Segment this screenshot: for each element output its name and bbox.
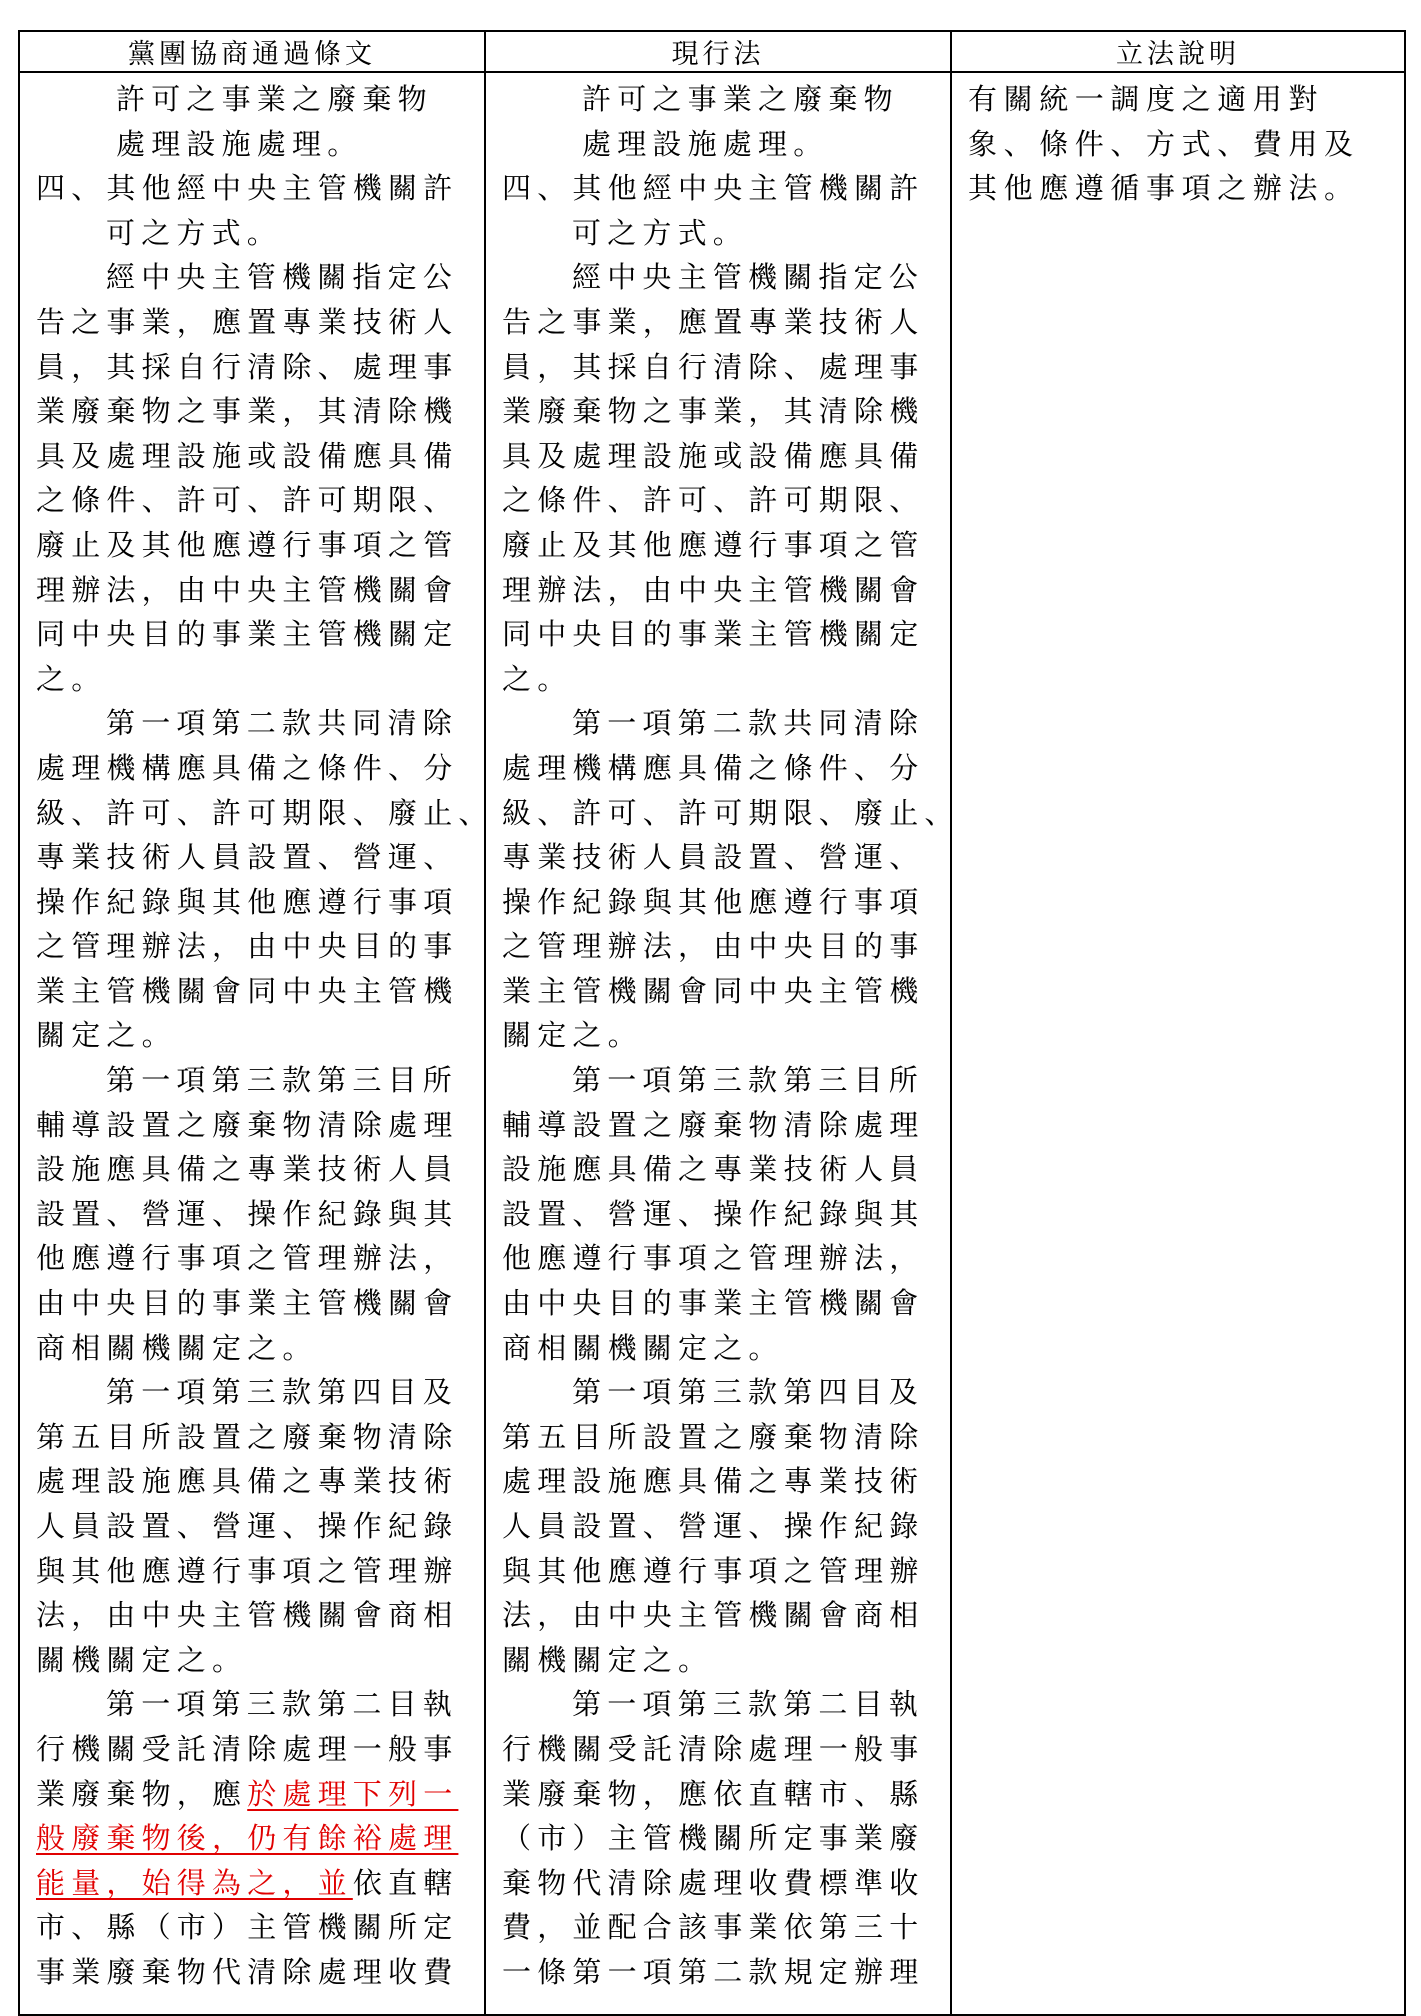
line-text: 員，其採自行清除、處理事 — [36, 349, 459, 384]
text-line — [502, 255, 938, 300]
line-text: 廢止及其他應遵行事項之管 — [502, 527, 925, 562]
table-row — [19, 72, 1405, 2015]
line-text: 人員設置、營運、操作紀錄 — [36, 1509, 459, 1543]
text-line — [36, 1504, 472, 1549]
line-text: 設施應具備之專業技術人員 — [36, 1152, 459, 1187]
line-text: 與其他應遵行事項之管理辦 — [502, 1553, 925, 1588]
line-text: 關定之。 — [502, 1018, 643, 1053]
line-text: 許可之事業之廢棄物 — [582, 82, 899, 116]
text-line — [36, 835, 472, 880]
line-text: 處理設施應具備之專業技術 — [502, 1464, 925, 1499]
text-line — [502, 122, 938, 167]
line-text: 之管理辦法，由中央目的事 — [502, 929, 925, 964]
line-text: 同中央目的事業主管機關定 — [36, 617, 459, 652]
line-text: 第一項第三款第四目及 — [106, 1375, 459, 1410]
line-text: 業廢棄物之事業，其清除機 — [36, 394, 459, 429]
text-line — [502, 1013, 938, 1058]
text-line — [502, 1370, 938, 1415]
line-text: 經中央主管機關指定公 — [572, 260, 925, 295]
text-line — [36, 1950, 472, 1995]
line-text: 與其他應遵行事項之管理辦 — [36, 1553, 459, 1588]
text-line — [36, 166, 472, 211]
text-line — [36, 969, 472, 1014]
text-line — [502, 1682, 938, 1727]
text-line — [36, 612, 472, 657]
line-text: 告之事業，應置專業技術人 — [36, 304, 459, 339]
text-line — [36, 1415, 472, 1460]
line-text: 第一項第二款共同清除 — [572, 706, 925, 741]
line-text: 商相關機關定之。 — [502, 1330, 784, 1365]
text-line — [36, 568, 472, 613]
line-text: 操作紀錄與其他應遵行事項 — [502, 884, 925, 919]
line-text-after: 依直轄 — [352, 1865, 459, 1900]
text-line — [36, 1281, 472, 1326]
text-line — [968, 166, 1392, 211]
line-text: 經中央主管機關指定公 — [106, 260, 459, 295]
line-text: 第一項第三款第三目所 — [106, 1063, 459, 1098]
text-line — [502, 434, 938, 479]
line-text: 人員設置、營運、操作紀錄 — [502, 1509, 925, 1543]
text-line — [36, 1459, 472, 1504]
line-text: 理辦法，由中央主管機關會 — [36, 572, 459, 607]
text-line — [36, 1905, 472, 1950]
line-text: 棄物代清除處理收費標準收 — [502, 1865, 925, 1900]
text-line — [36, 77, 472, 122]
line-text: 廢止及其他應遵行事項之管 — [36, 527, 459, 562]
line-text: 專業技術人員設置、營運、 — [36, 840, 459, 875]
line-text: 告之事業，應置專業技術人 — [502, 304, 925, 339]
line-text: 一條第一項第二款規定辦理 — [502, 1954, 925, 1989]
line-text: 之。 — [36, 661, 107, 696]
negotiated-text-cell — [19, 72, 494, 2015]
header-negotiated-text: 黨團協商通過條文 — [19, 31, 485, 72]
line-text: 理辦法，由中央主管機關會 — [502, 572, 925, 607]
line-text: 第一項第三款第三目所 — [572, 1063, 925, 1098]
line-text: 業廢棄物之事業，其清除機 — [502, 394, 925, 429]
text-line — [502, 1905, 938, 1950]
line-text: 象、條件、方式、費用及 — [968, 126, 1360, 161]
amended-text: 於處理下列一 — [247, 1776, 459, 1811]
amended-text: 般廢棄物後，仍有餘裕處理 — [36, 1821, 459, 1856]
text-line — [36, 1549, 472, 1594]
text-line — [502, 1504, 938, 1549]
line-text: 第一項第三款第二目執 — [572, 1687, 925, 1722]
text-line — [36, 1816, 472, 1861]
line-text: 之。 — [502, 661, 573, 696]
text-line — [968, 77, 1392, 122]
table-header-row — [19, 31, 1405, 72]
line-text: 關機關定之。 — [502, 1642, 714, 1677]
text-line — [36, 880, 472, 925]
text-line — [36, 1236, 472, 1281]
text-line — [36, 478, 472, 523]
line-text: 有關統一調度之適用對 — [968, 82, 1325, 116]
text-line — [36, 1103, 472, 1148]
comparison-table — [18, 30, 1406, 2016]
line-text: 設置、營運、操作紀錄與其 — [36, 1196, 459, 1231]
text-line — [502, 211, 938, 256]
line-text: 同中央目的事業主管機關定 — [502, 617, 925, 652]
line-text: 其他應遵循事項之辦法。 — [968, 171, 1360, 206]
text-line — [36, 1638, 472, 1683]
line-text: 業廢棄物，應依直轄市、縣 — [502, 1776, 925, 1811]
text-line — [502, 969, 938, 1014]
text-line — [36, 389, 472, 434]
text-line — [36, 791, 494, 836]
line-text: 行機關受託清除處理一般事 — [36, 1731, 459, 1766]
text-line — [502, 1638, 938, 1683]
line-text: 行機關受託清除處理一般事 — [502, 1731, 925, 1766]
line-text: 業主管機關會同中央主管機 — [502, 973, 925, 1008]
text-line — [502, 1236, 938, 1281]
line-text: 處理機構應具備之條件、分 — [36, 750, 459, 785]
text-line — [502, 835, 938, 880]
text-line — [968, 122, 1392, 167]
header-current-law: 現行法 — [485, 31, 951, 72]
text-line — [502, 1415, 938, 1460]
text-line — [36, 1192, 472, 1237]
line-text: 法，由中央主管機關會商相 — [36, 1598, 459, 1633]
text-line — [502, 701, 938, 746]
line-text: 級、許可、許可期限、廢止、 — [36, 795, 494, 830]
line-text: 設置、營運、操作紀錄與其 — [502, 1196, 925, 1231]
text-line — [36, 523, 472, 568]
text-line — [502, 568, 938, 613]
text-line — [36, 701, 472, 746]
line-text: 可之方式。 — [106, 215, 283, 250]
text-line — [502, 924, 938, 969]
line-text: （市）主管機關所定事業廢 — [502, 1821, 925, 1856]
text-line — [502, 166, 938, 211]
text-line — [502, 746, 938, 791]
line-text: 由中央目的事業主管機關會 — [36, 1286, 459, 1321]
text-line — [502, 791, 960, 836]
text-line — [502, 300, 938, 345]
text-line — [502, 523, 938, 568]
text-line — [502, 1549, 938, 1594]
text-line — [502, 1058, 938, 1103]
line-text: 之管理辦法，由中央目的事 — [36, 929, 459, 964]
current-law-cell — [485, 72, 960, 2015]
line-text: 費，並配合該事業依第三十 — [502, 1910, 925, 1945]
line-text: 事業廢棄物代清除處理收費 — [36, 1954, 459, 1989]
line-text: 業廢棄物，應 — [36, 1776, 248, 1811]
line-text: 之條件、許可、許可期限、 — [502, 483, 925, 518]
line-text: 處理設施處理。 — [582, 126, 829, 161]
text-line — [502, 612, 938, 657]
text-line — [502, 1281, 938, 1326]
text-line — [502, 1147, 938, 1192]
line-text: 輔導設置之廢棄物清除處理 — [36, 1107, 459, 1142]
text-line — [502, 1727, 938, 1772]
line-text: 許可之事業之廢棄物 — [116, 82, 433, 116]
line-text: 員，其採自行清除、處理事 — [502, 349, 925, 384]
text-line — [502, 345, 938, 390]
line-text: 法，由中央主管機關會商相 — [502, 1598, 925, 1633]
text-line — [36, 345, 472, 390]
text-line — [36, 255, 472, 300]
text-line — [36, 434, 472, 479]
line-text: 之條件、許可、許可期限、 — [36, 483, 459, 518]
line-text: 他應遵行事項之管理辦法， — [502, 1241, 925, 1276]
line-text: 專業技術人員設置、營運、 — [502, 840, 925, 875]
text-line — [36, 657, 472, 702]
text-line — [36, 1370, 472, 1415]
header-legislative-explanation: 立法說明 — [951, 31, 1405, 72]
text-line — [502, 880, 938, 925]
line-text: 可之方式。 — [572, 215, 749, 250]
text-line — [36, 1682, 472, 1727]
text-line — [36, 1593, 472, 1638]
text-line — [36, 1147, 472, 1192]
line-text: 第一項第三款第四目及 — [572, 1375, 925, 1410]
line-text: 業主管機關會同中央主管機 — [36, 973, 459, 1008]
text-line — [502, 1772, 938, 1817]
text-line — [502, 1861, 938, 1906]
text-line — [502, 1326, 938, 1371]
text-line — [502, 1950, 938, 1995]
line-text: 第五目所設置之廢棄物清除 — [36, 1419, 459, 1454]
text-line — [36, 1013, 472, 1058]
line-text: 關機關定之。 — [36, 1642, 248, 1677]
text-line — [502, 1192, 938, 1237]
text-line — [502, 1459, 938, 1504]
line-text: 商相關機關定之。 — [36, 1330, 318, 1365]
text-line — [36, 1861, 472, 1906]
line-text: 四、其他經中央主管機關許 — [36, 171, 459, 206]
text-line — [502, 1103, 938, 1148]
line-text: 級、許可、許可期限、廢止、 — [502, 795, 960, 830]
line-text: 四、其他經中央主管機關許 — [502, 171, 925, 206]
line-text: 具及處理設施或設備應具備 — [36, 438, 459, 473]
line-text: 輔導設置之廢棄物清除處理 — [502, 1107, 925, 1142]
text-line — [502, 1816, 938, 1861]
text-line — [36, 1058, 472, 1103]
line-text: 他應遵行事項之管理辦法， — [36, 1241, 459, 1276]
amended-text: 能量，始得為之，並 — [36, 1865, 353, 1900]
text-line — [36, 924, 472, 969]
text-line — [36, 1772, 472, 1817]
line-text: 操作紀錄與其他應遵行事項 — [36, 884, 459, 919]
line-text: 處理機構應具備之條件、分 — [502, 750, 925, 785]
line-text: 市、縣（市）主管機關所定 — [36, 1910, 459, 1945]
text-line — [36, 1727, 472, 1772]
line-text: 設施應具備之專業技術人員 — [502, 1152, 925, 1187]
text-line — [502, 1593, 938, 1638]
line-text: 處理設施應具備之專業技術 — [36, 1464, 459, 1499]
text-line — [502, 657, 938, 702]
line-text: 第一項第二款共同清除 — [106, 706, 459, 741]
line-text: 第一項第三款第二目執 — [106, 1687, 459, 1722]
text-line — [502, 77, 938, 122]
text-line — [36, 746, 472, 791]
text-line — [502, 478, 938, 523]
text-line — [36, 211, 472, 256]
line-text: 具及處理設施或設備應具備 — [502, 438, 925, 473]
line-text: 處理設施處理。 — [116, 126, 363, 161]
line-text: 第五目所設置之廢棄物清除 — [502, 1419, 925, 1454]
legislative-explanation-cell — [951, 72, 1405, 2015]
text-line — [36, 1326, 472, 1371]
text-line — [36, 300, 472, 345]
text-line — [502, 389, 938, 434]
text-line — [36, 122, 472, 167]
line-text: 由中央目的事業主管機關會 — [502, 1286, 925, 1321]
line-text: 關定之。 — [36, 1018, 177, 1053]
